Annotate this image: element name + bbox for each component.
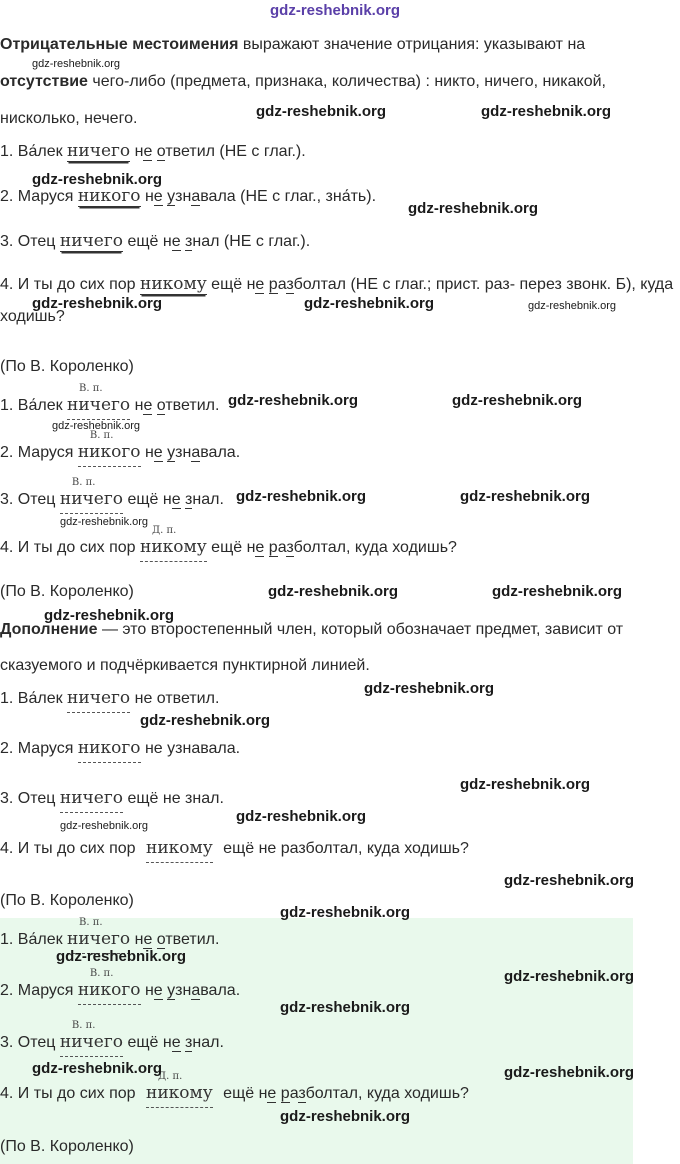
text: 4. И ты до сих пор xyxy=(0,539,140,556)
watermark: gdz-reshebnik.org xyxy=(60,516,149,528)
case-label: В. п. xyxy=(79,917,103,928)
letter: о xyxy=(156,143,166,160)
watermark: gdz-reshebnik.org xyxy=(460,488,591,505)
letter: е xyxy=(153,982,163,999)
watermark: gdz-reshebnik.org xyxy=(481,103,612,120)
pronoun xyxy=(59,477,123,514)
letter: е xyxy=(267,1085,277,1102)
letter: а xyxy=(191,188,201,205)
text: болтал (НЕ с глаг.; прист. раз- перез звонк. Б), куда ходишь? xyxy=(0,276,674,325)
text: тветил (НЕ с глаг.). xyxy=(165,143,306,160)
watermark: gdz-reshebnik.org xyxy=(280,999,411,1016)
watermark: gdz-reshebnik.org xyxy=(280,1108,411,1125)
text: ещё н xyxy=(206,276,256,293)
text: зн xyxy=(175,444,192,461)
watermark: gdz-reshebnik.org xyxy=(52,420,141,432)
text: 2. Маруся xyxy=(0,740,78,757)
watermark: gdz-reshebnik.org xyxy=(256,103,387,120)
text: 4. И ты до сих пор xyxy=(0,276,140,293)
case-label: Д. п. xyxy=(151,525,177,536)
watermark: gdz-reshebnik.org xyxy=(364,680,495,697)
watermark: gdz-reshebnik.org xyxy=(504,1064,635,1081)
text: ещё н xyxy=(123,233,172,250)
watermark: gdz-reshebnik.org xyxy=(228,392,359,409)
text: нал. xyxy=(192,491,224,508)
watermark: gdz-reshebnik.org xyxy=(268,583,399,600)
letter: у xyxy=(167,444,176,461)
pronoun xyxy=(67,383,131,420)
b2-author: (По В. Короленко) xyxy=(0,583,134,600)
text: не ответил. xyxy=(130,690,220,707)
pronoun: ничего xyxy=(60,788,123,813)
text: ещё не знал. xyxy=(123,790,224,807)
text: 4. И ты до сих пор xyxy=(0,840,140,857)
watermark: gdz-reshebnik.org xyxy=(236,488,367,505)
b3-sentence-4 xyxy=(0,838,469,858)
watermark-top: gdz-reshebnik.org xyxy=(270,2,401,19)
text: 3. Отец xyxy=(0,1034,60,1051)
b3-sentence-1 xyxy=(0,688,219,708)
text: н xyxy=(140,188,154,205)
letter: з xyxy=(298,1085,306,1102)
b2-sentence-1 xyxy=(0,383,220,420)
letter: з xyxy=(286,276,294,293)
text: ещё н xyxy=(218,1085,268,1102)
pronoun xyxy=(145,1071,213,1108)
text: 1. Ва́лек xyxy=(0,931,68,948)
pronoun-text: никому xyxy=(139,537,207,557)
watermark: gdz-reshebnik.org xyxy=(504,968,635,985)
b4-sentence-4 xyxy=(0,1071,469,1108)
text: тветил. xyxy=(165,931,220,948)
text: 1. Ва́лек xyxy=(0,143,68,160)
text: н xyxy=(130,397,144,414)
letter: е xyxy=(143,397,153,414)
text: нал. xyxy=(192,1034,224,1051)
b2-sentence-2 xyxy=(0,430,241,467)
text: 4. И ты до сих пор xyxy=(0,1085,140,1102)
text: а xyxy=(277,539,287,556)
watermark: gdz-reshebnik.org xyxy=(32,171,163,188)
definition-term: Дополнение xyxy=(0,621,98,638)
pronoun: ничего xyxy=(59,231,123,251)
text: ещё не разболтал, куда ходишь? xyxy=(218,840,469,857)
watermark: gdz-reshebnik.org xyxy=(304,295,435,312)
b3-author: (По В. Короленко) xyxy=(0,892,134,909)
case-label: Д. п. xyxy=(157,1071,183,1082)
letter: р xyxy=(280,1085,290,1102)
text: н xyxy=(140,444,154,461)
letter: о xyxy=(156,397,166,414)
text: ещё н xyxy=(123,491,172,508)
letter: з xyxy=(185,491,193,508)
text: вала. xyxy=(200,982,241,999)
letter: е xyxy=(153,188,163,205)
letter: з xyxy=(286,539,294,556)
b1-author: (По В. Короленко) xyxy=(0,358,134,375)
text: нал (НЕ с глаг.). xyxy=(192,233,311,250)
text: ещё н xyxy=(206,539,256,556)
letter: е xyxy=(171,1034,181,1051)
letter: у xyxy=(167,188,176,205)
letter: е xyxy=(255,276,265,293)
text: вала (НЕ с глаг., зна́ть). xyxy=(200,188,377,205)
text: зн xyxy=(175,188,192,205)
letter: е xyxy=(153,444,163,461)
text: 3. Отец xyxy=(0,233,60,250)
text: н xyxy=(130,931,144,948)
case-label: В. п. xyxy=(89,968,114,979)
text: 2. Маруся xyxy=(0,188,78,205)
intro-term: Отрицательные местоимения xyxy=(0,36,239,53)
intro-paragraph xyxy=(0,26,676,137)
b1-sentence-1 xyxy=(0,141,306,161)
text: болтал, куда ходишь? xyxy=(305,1085,469,1102)
letter: е xyxy=(143,143,153,160)
intro-text2: чего-либо (предмета, признака, количества) : никто, ничего, никакой, нисколько, нечего. xyxy=(0,73,606,127)
watermark: gdz-reshebnik.org xyxy=(56,948,187,965)
text: н xyxy=(130,143,144,160)
b2-sentence-4 xyxy=(0,525,457,562)
b4-sentence-2 xyxy=(0,968,241,1005)
text: а xyxy=(289,1085,299,1102)
letter: о xyxy=(156,931,166,948)
pronoun-text: никого xyxy=(77,442,141,462)
pronoun-text: никого xyxy=(77,980,141,1000)
letter: у xyxy=(167,982,176,999)
pronoun: никому xyxy=(139,274,207,294)
pronoun-text: ничего xyxy=(67,395,131,415)
case-label: В. п. xyxy=(71,477,96,488)
pronoun-text: ничего xyxy=(67,929,131,949)
letter: а xyxy=(191,444,201,461)
b1-sentence-3 xyxy=(0,231,310,251)
letter: з xyxy=(185,1034,193,1051)
watermark: gdz-reshebnik.org xyxy=(492,583,623,600)
text: а xyxy=(277,276,287,293)
intro-text1: выражают значение отрицания: указывают на xyxy=(238,36,586,53)
text: 3. Отец xyxy=(0,790,60,807)
b4-sentence-3 xyxy=(0,1020,224,1057)
pronoun: ничего xyxy=(67,141,131,161)
letter: е xyxy=(255,539,265,556)
letter: е xyxy=(143,931,153,948)
b1-sentence-2 xyxy=(0,186,376,206)
text: не узнавала. xyxy=(140,740,241,757)
b3-sentence-2 xyxy=(0,738,240,758)
text: 1. Ва́лек xyxy=(0,397,68,414)
watermark: gdz-reshebnik.org xyxy=(528,300,617,312)
pronoun xyxy=(59,1020,123,1057)
case-label: В. п. xyxy=(71,1020,96,1031)
watermark: gdz-reshebnik.org xyxy=(44,607,175,624)
b2-sentence-3 xyxy=(0,477,224,514)
b3-sentence-3 xyxy=(0,788,224,808)
letter: з xyxy=(185,233,193,250)
watermark: gdz-reshebnik.org xyxy=(460,776,591,793)
letter: р xyxy=(268,276,278,293)
watermark: gdz-reshebnik.org xyxy=(32,58,121,70)
pronoun: никого xyxy=(77,186,141,206)
pronoun xyxy=(139,525,207,562)
pronoun: никого xyxy=(78,738,141,763)
pronoun: никому xyxy=(146,838,213,863)
b4-author: (По В. Короленко) xyxy=(0,1138,134,1155)
text: 2. Маруся xyxy=(0,444,78,461)
watermark: gdz-reshebnik.org xyxy=(452,392,583,409)
intro-term2: отсутствие xyxy=(0,73,88,90)
pronoun-text: никому xyxy=(145,1083,213,1103)
watermark: gdz-reshebnik.org xyxy=(32,295,163,312)
text: тветил. xyxy=(165,397,220,414)
text: 2. Маруся xyxy=(0,982,78,999)
definition-text: — это второстепенный член, который обозначает предмет, зависит от сказуемого и подчёркивается пунктирной линией. xyxy=(0,621,624,674)
text: н xyxy=(140,982,154,999)
watermark: gdz-reshebnik.org xyxy=(408,200,539,217)
case-label: В. п. xyxy=(79,383,103,394)
watermark: gdz-reshebnik.org xyxy=(60,820,149,832)
pronoun xyxy=(77,968,141,1005)
watermark: gdz-reshebnik.org xyxy=(236,808,367,825)
text: вала. xyxy=(200,444,241,461)
pronoun-text: ничего xyxy=(59,489,123,509)
case-label: В. п. xyxy=(89,430,114,441)
watermark: gdz-reshebnik.org xyxy=(140,712,271,729)
watermark: gdz-reshebnik.org xyxy=(32,1060,163,1077)
watermark: gdz-reshebnik.org xyxy=(280,904,411,921)
pronoun: ничего xyxy=(67,688,130,713)
pronoun-text: ничего xyxy=(59,1032,123,1052)
letter: а xyxy=(191,982,201,999)
letter: е xyxy=(171,233,181,250)
pronoun xyxy=(77,430,141,467)
text: 1. Ва́лек xyxy=(0,690,68,707)
text: ещё н xyxy=(123,1034,172,1051)
letter: е xyxy=(171,491,181,508)
text: 3. Отец xyxy=(0,491,60,508)
watermark: gdz-reshebnik.org xyxy=(504,872,635,889)
letter: р xyxy=(268,539,278,556)
text: болтал, куда ходишь? xyxy=(293,539,457,556)
text: зн xyxy=(175,982,192,999)
